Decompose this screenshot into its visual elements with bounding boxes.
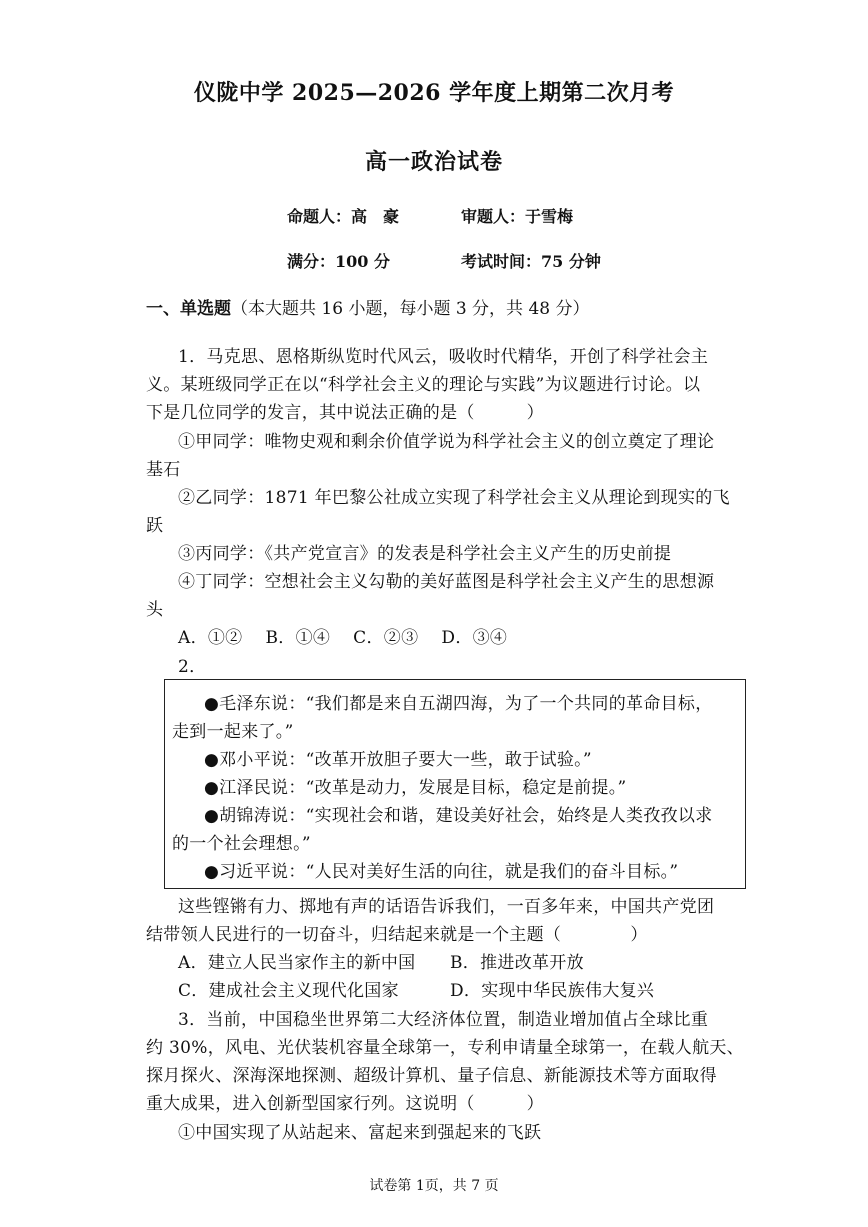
q2-quote-hu: ●胡锦涛说：“实现社会和谐，建设美好社会，始终是人类孜孜以求 — [204, 806, 713, 826]
q1-line-1: 1．马克思、恩格斯纵览时代风云，吸收时代精华，开创了科学社会主 — [178, 347, 709, 367]
q2-option-a: A．建立人民当家作主的新中国 — [178, 953, 416, 973]
q2-option-b: B．推进改革开放 — [450, 953, 584, 973]
q2-quote-jiang: ●江泽民说：“改革是动力，发展是目标，稳定是前提。” — [204, 778, 627, 798]
q3-line-1: 3．当前，中国稳坐世界第二大经济体位置，制造业增加值占全球比重 — [178, 1010, 709, 1030]
q1-statement-4-cont: 头 — [146, 600, 164, 620]
section-title: 一、单选题 — [146, 299, 231, 319]
q1-line-2: 义。某班级同学正在以“科学社会主义的理论与实践”为议题进行讨论。以 — [146, 375, 701, 395]
q3-line-3: 探月探火、深海深地探测、超级计算机、量子信息、新能源技术等方面取得 — [146, 1066, 717, 1086]
page-footer: 试卷第 1页，共 7 页 — [369, 1178, 499, 1194]
q3-statement-1: ①中国实现了从站起来、富起来到强起来的飞跃 — [178, 1123, 542, 1143]
q3-line-2: 约 30%，风电、光伏装机容量全球第一，专利申请量全球第一，在载人航天、 — [146, 1038, 744, 1058]
exam-subtitle: 高一政治试卷 — [364, 149, 503, 175]
q2-line-2: 结带领人民进行的一切奋斗，归结起来就是一个主题（ ） — [146, 925, 648, 945]
q1-statement-2-cont: 跃 — [146, 516, 164, 536]
q1-statement-3: ③丙同学：《共产党宣言》的发表是科学社会主义产生的历史前提 — [178, 544, 672, 564]
section-heading — [146, 294, 590, 319]
q1-statement-1-cont: 基石 — [146, 460, 181, 480]
q2-quote-mao-cont: 走到一起来了。” — [172, 722, 294, 742]
q1-statement-4: ④丁同学：空想社会主义勾勒的美好蓝图是科学社会主义产生的思想源 — [178, 572, 715, 592]
exam-title: 仪陇中学 2025—2026 学年度上期第二次月考 — [193, 80, 675, 106]
setter-label: 命题人：高 豪 — [287, 207, 400, 226]
q2-quote-deng: ●邓小平说：“改革开放胆子要大一些，敢于试验。” — [204, 750, 592, 770]
q2-quote-hu-cont: 的一个社会理想。” — [172, 834, 311, 854]
reviewer-label: 审题人：于雪梅 — [461, 207, 574, 226]
q2-option-c: C．建成社会主义现代化国家 — [178, 981, 399, 1001]
exam-time-label: 考试时间：75 分钟 — [461, 252, 601, 271]
q1-line-3: 下是几位同学的发言，其中说法正确的是（ ） — [146, 403, 544, 423]
q1-statement-1: ①甲同学：唯物史观和剩余价值学说为科学社会主义的创立奠定了理论 — [178, 432, 715, 452]
q2-number: 2． — [178, 657, 207, 677]
q1-statement-2: ②乙同学：1871 年巴黎公社成立实现了科学社会主义从理论到现实的飞 — [178, 488, 730, 508]
q2-quote-mao: ●毛泽东说：“我们都是来自五湖四海，为了一个共同的革命目标， — [204, 694, 713, 714]
section-note: （本大题共 16 小题，每小题 3 分，共 48 分） — [231, 299, 590, 319]
q2-option-d: D．实现中华民族伟大复兴 — [450, 981, 655, 1001]
q2-quote-xi: ●习近平说：“人民对美好生活的向往，就是我们的奋斗目标。” — [204, 862, 679, 882]
full-score-label: 满分：100 分 — [287, 252, 390, 271]
q1-options: A．①② B．①④ C．②③ D．③④ — [178, 628, 508, 648]
q3-line-4: 重大成果，进入创新型国家行列。这说明（ ） — [146, 1094, 544, 1114]
q2-line-1: 这些铿锵有力、掷地有声的话语告诉我们，一百多年来，中国共产党团 — [178, 897, 715, 917]
